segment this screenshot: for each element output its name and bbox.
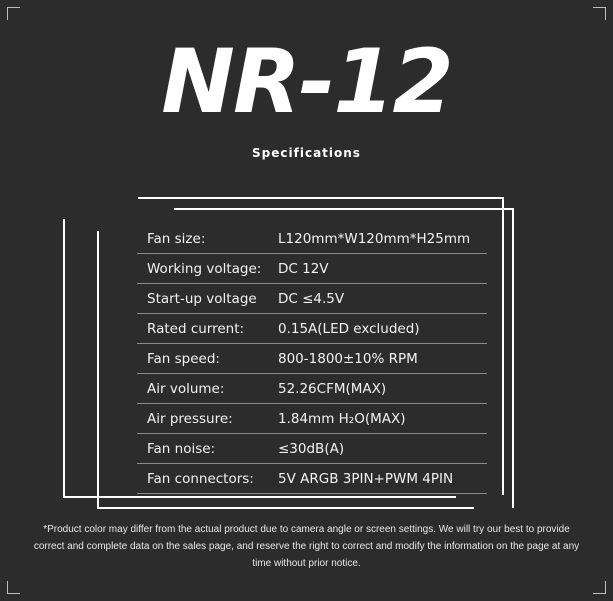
spec-label: Working voltage: (147, 260, 262, 277)
spec-label: Fan noise: (147, 440, 216, 457)
frame-inner-right (512, 208, 514, 508)
product-title: NR-12 (161, 30, 452, 133)
spec-row-fan-noise (137, 434, 487, 464)
spec-label: Fan connectors: (147, 470, 254, 487)
spec-label: Fan size: (147, 230, 206, 247)
frame-outer-top (138, 197, 504, 199)
spec-label: Start-up voltage (147, 290, 257, 307)
spec-row-fan-speed (137, 344, 487, 374)
spec-value: 5V ARGB 3PIN+PWM 4PIN (278, 470, 454, 487)
corner-mark-bottom-left (7, 581, 20, 594)
corner-mark-top-right (593, 7, 606, 20)
spec-value: 52.26CFM(MAX) (278, 380, 387, 397)
spec-value: 800-1800±10% RPM (278, 350, 418, 367)
spec-value: 0.15A(LED excluded) (278, 320, 420, 337)
spec-value: ≤30dB(A) (278, 440, 345, 457)
spec-row-air-volume (137, 374, 487, 404)
corner-mark-top-left (7, 7, 20, 20)
spec-label: Fan speed: (147, 350, 220, 367)
spec-value: L120mm*W120mm*H25mm (278, 230, 471, 247)
spec-row-air-pressure (137, 404, 487, 434)
specifications-heading: Specifications (252, 146, 361, 160)
spec-row-rated-current (137, 314, 487, 344)
disclaimer-note: *Product color may differ from the actual product due to camera angle or screen settings. We will try our best to provide correct and complete data on the sales page, and reserve the right to correct and modify the information on the page at any time without prior notice. (33, 524, 580, 569)
frame-left-inner (97, 231, 99, 509)
spec-row-startup-voltage (137, 284, 487, 314)
frame-bottom-outer (63, 496, 456, 498)
spec-value: DC 12V (278, 260, 329, 277)
spec-label: Air pressure: (147, 410, 233, 427)
spec-row-fan-size (137, 224, 487, 254)
spec-label: Air volume: (147, 380, 225, 397)
frame-inner-top (174, 208, 514, 210)
spec-value: DC ≤4.5V (278, 290, 345, 307)
frame-outer-right (502, 197, 504, 495)
spec-label: Rated current: (147, 320, 245, 337)
corner-mark-bottom-right (593, 581, 606, 594)
spec-row-working-voltage (137, 254, 487, 284)
spec-row-fan-connectors (137, 464, 487, 494)
specs-table (137, 224, 487, 494)
spec-value: 1.84mm H₂O(MAX) (278, 410, 406, 427)
frame-bottom-inner (97, 507, 474, 509)
frame-left-outer (63, 219, 65, 498)
